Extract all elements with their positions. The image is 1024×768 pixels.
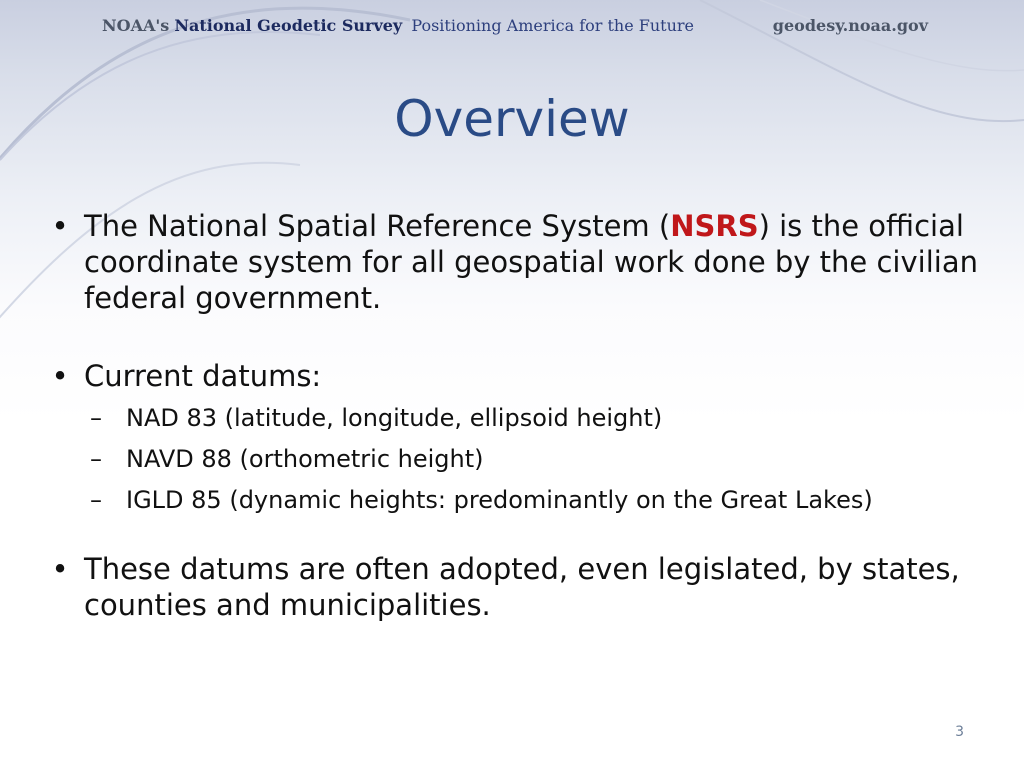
datum-list bbox=[84, 398, 1008, 521]
slide-title: Overview bbox=[394, 90, 630, 148]
header-org-prefix: NOAA's bbox=[102, 16, 170, 35]
datum-item-text: NAD 83 (latitude, longitude, ellipsoid height) bbox=[126, 404, 663, 432]
header-org-name: National Geodetic Survey bbox=[174, 16, 403, 35]
bullet-datum-adoption bbox=[48, 551, 1008, 623]
page-number: 3 bbox=[955, 724, 964, 740]
bullet-dot: • bbox=[51, 209, 69, 243]
bullet-text: Current datums: bbox=[84, 359, 322, 393]
slide-content bbox=[48, 208, 1008, 623]
bullet-current-datums bbox=[48, 358, 1008, 394]
datum-item-nad83 bbox=[84, 398, 1008, 439]
dash-marker: – bbox=[90, 404, 102, 432]
datum-item-navd88 bbox=[84, 439, 1008, 480]
bullet-dot: • bbox=[51, 359, 69, 393]
bullet-text: These datums are often adopted, even legislated, by states, counties and municipalities. bbox=[84, 552, 960, 622]
header-branding bbox=[102, 16, 694, 35]
datum-item-text: NAVD 88 (orthometric height) bbox=[126, 445, 484, 473]
header-website: geodesy.noaa.gov bbox=[772, 16, 928, 35]
bullet-text-pre: The National Spatial Reference System ( bbox=[84, 209, 671, 243]
slide-header bbox=[0, 16, 1024, 40]
dash-marker: – bbox=[90, 486, 102, 514]
header-tagline: Positioning America for the Future bbox=[411, 16, 695, 35]
datum-item-igld85 bbox=[84, 480, 1008, 521]
dash-marker: – bbox=[90, 445, 102, 473]
bullet-nsrs-definition bbox=[48, 208, 1008, 316]
bullet-text-post: ) is the official coordinate system for all geospatial work done by the civilian federal government. bbox=[84, 209, 978, 315]
nsrs-emphasis: NSRS bbox=[670, 209, 759, 243]
bullet-dot: • bbox=[51, 552, 69, 586]
datum-item-text: IGLD 85 (dynamic heights: predominantly on the Great Lakes) bbox=[126, 486, 873, 514]
